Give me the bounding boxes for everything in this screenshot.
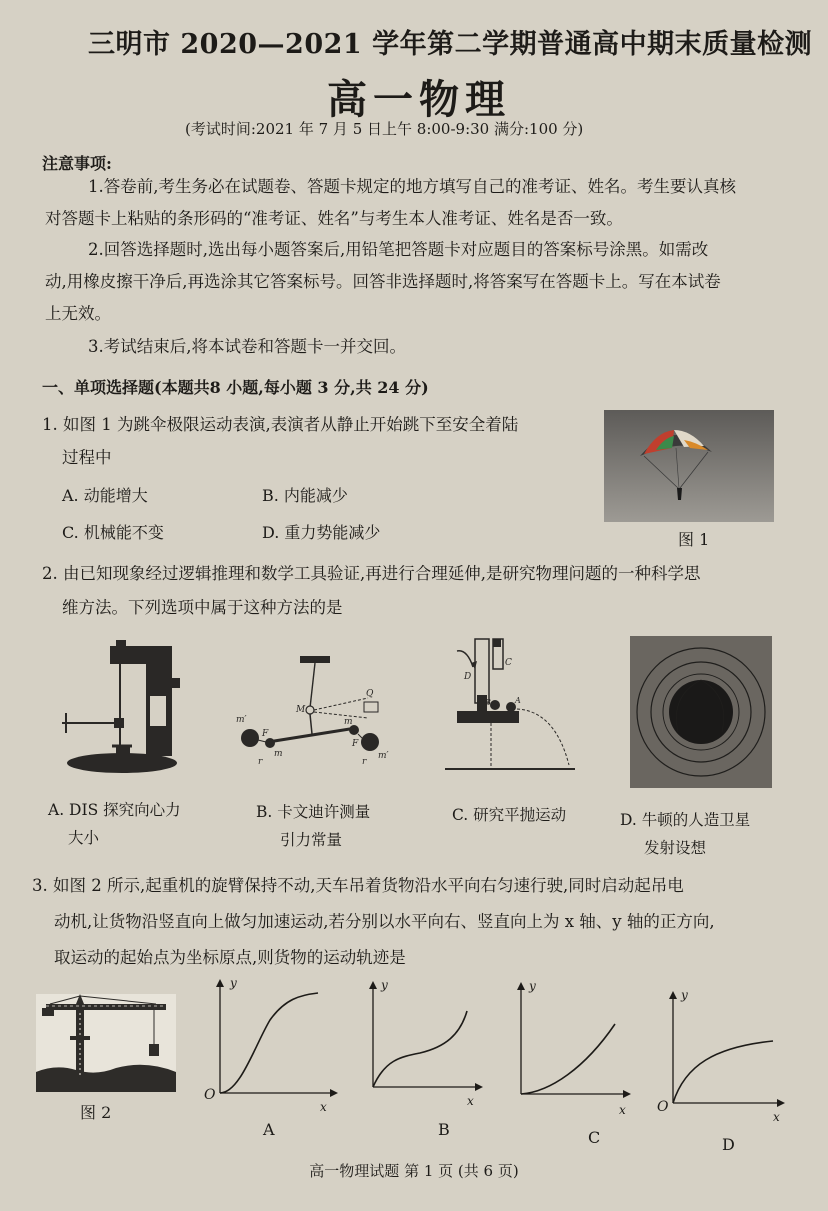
projectile-label-D: D xyxy=(464,672,472,682)
cavendish-label-F-right: F xyxy=(352,739,359,749)
notice-title: 注意事项: xyxy=(42,154,112,173)
q2-option-b-line2: 引力常量 xyxy=(280,831,343,849)
projectile-motion-apparatus-figure xyxy=(445,635,580,775)
section-single-choice-title: 一、单项选择题(本题共8 小题,每小题 3 分,共 24 分) xyxy=(42,378,429,397)
graph-d-label: D xyxy=(722,1135,735,1154)
trajectory-graph-c xyxy=(505,978,645,1123)
graph-d-origin: O xyxy=(657,1099,669,1115)
cavendish-label-r-left: r xyxy=(258,757,263,767)
graph-b-x-label: x xyxy=(467,1094,474,1108)
projectile-label-B: B xyxy=(485,698,491,707)
q3-stem-line2: 动机,让货物沿竖直向上做匀加速运动,若分别以水平向右、竖直向上为 x 轴、y 轴的正方向, xyxy=(54,912,715,931)
dis-centripetal-apparatus-figure xyxy=(62,628,192,778)
projectile-label-C: C xyxy=(505,658,512,668)
notice-item2-line3: 上无效。 xyxy=(45,304,111,323)
cavendish-label-r-right: r xyxy=(362,757,367,767)
cavendish-label-Q: Q xyxy=(366,689,374,699)
exam-title: 三明市 2020—2021 学年第二学期普通高中期末质量检测 xyxy=(88,29,813,60)
newton-satellite-figure xyxy=(630,636,772,788)
q2-option-d-line2: 发射设想 xyxy=(644,839,707,857)
q2-stem-line1: 2. 由已知现象经过逻辑推理和数学工具验证,再进行合理延伸,是研究物理问题的一种科学思 xyxy=(42,564,701,583)
figure-2-caption: 图 2 xyxy=(80,1103,112,1122)
parachute-photo xyxy=(604,410,774,522)
graph-a-x-label: x xyxy=(320,1100,327,1114)
q3-stem-line1: 3. 如图 2 所示,起重机的旋臂保持不动,天车吊着货物沿水平向右匀速行驶,同时启动起吊电 xyxy=(32,876,684,895)
q3-stem-line3: 取运动的起始点为坐标原点,则货物的运动轨迹是 xyxy=(54,948,406,967)
trajectory-graph-d xyxy=(655,985,795,1125)
trajectory-graph-a xyxy=(200,975,340,1115)
q2-option-d-line1: D. 牛顿的人造卫星 xyxy=(620,811,751,829)
notice-item1-line1: 1.答卷前,考生务必在试题卷、答题卡规定的地方填写自己的准考证、姓名。考生要认真核 xyxy=(88,177,736,196)
q2-option-a-line1: A. DIS 探究向心力 xyxy=(48,801,181,819)
notice-item3: 3.考试结束后,将本试卷和答题卡一并交回。 xyxy=(88,337,406,356)
graph-c-x-label: x xyxy=(619,1103,626,1117)
figure-1-caption: 图 1 xyxy=(678,530,710,549)
crane-photo xyxy=(36,994,176,1092)
graph-c-label: C xyxy=(588,1128,601,1147)
q1-option-b: B. 内能减少 xyxy=(262,486,348,505)
q1-stem-line2: 过程中 xyxy=(62,448,112,467)
q2-option-a-line2: 大小 xyxy=(68,829,100,847)
graph-c-y-label: y xyxy=(529,979,536,993)
cavendish-label-F-left: F xyxy=(262,729,269,739)
q2-option-b-line1: B. 卡文迪许测量 xyxy=(256,803,371,821)
exam-info: (考试时间:2021 年 7 月 5 日上午 8:00-9:30 满分:100 分) xyxy=(185,120,584,138)
graph-a-origin: O xyxy=(204,1087,216,1103)
graph-b-label: B xyxy=(438,1120,450,1139)
notice-item2-line2: 动,用橡皮擦干净后,再选涂其它答案标号。回答非选择题时,将答案写在答题卡上。写在本试卷 xyxy=(45,272,721,291)
cavendish-label-m-prime-left: m′ xyxy=(236,715,247,725)
q1-stem-line1: 1. 如图 1 为跳伞极限运动表演,表演者从静止开始跳下至安全着陆 xyxy=(42,415,519,434)
notice-item1-line2: 对答题卡上粘贴的条形码的“准考证、姓名”与考生本人准考证、姓名是否一致。 xyxy=(45,209,623,228)
cavendish-label-M: M xyxy=(296,705,306,715)
graph-a-label: A xyxy=(263,1120,275,1139)
q2-option-c: C. 研究平抛运动 xyxy=(452,806,567,824)
graph-a-y-label: y xyxy=(230,976,237,990)
q1-option-a: A. 动能增大 xyxy=(62,486,148,505)
projectile-label-A: A xyxy=(515,696,521,705)
cavendish-torsion-balance-figure xyxy=(228,650,393,770)
subject-title: 高一物理 xyxy=(327,76,511,123)
notice-item2-line1: 2.回答选择题时,选出每小题答案后,用铅笔把答题卡对应题目的答案标号涂黑。如需改 xyxy=(88,240,709,259)
graph-d-y-label: y xyxy=(681,988,688,1002)
cavendish-label-m-left: m xyxy=(274,749,283,759)
cavendish-label-m-right: m xyxy=(344,717,353,727)
q1-option-c: C. 机械能不变 xyxy=(62,523,164,542)
q1-option-d: D. 重力势能减少 xyxy=(262,523,381,542)
graph-d-x-label: x xyxy=(773,1110,780,1124)
q2-stem-line2: 维方法。下列选项中属于这种方法的是 xyxy=(62,598,343,617)
graph-b-y-label: y xyxy=(381,978,388,992)
cavendish-label-m-prime-right: m′ xyxy=(378,751,389,761)
page-footer: 高一物理试题 第 1 页 (共 6 页) xyxy=(309,1162,519,1180)
trajectory-graph-b xyxy=(355,975,495,1115)
